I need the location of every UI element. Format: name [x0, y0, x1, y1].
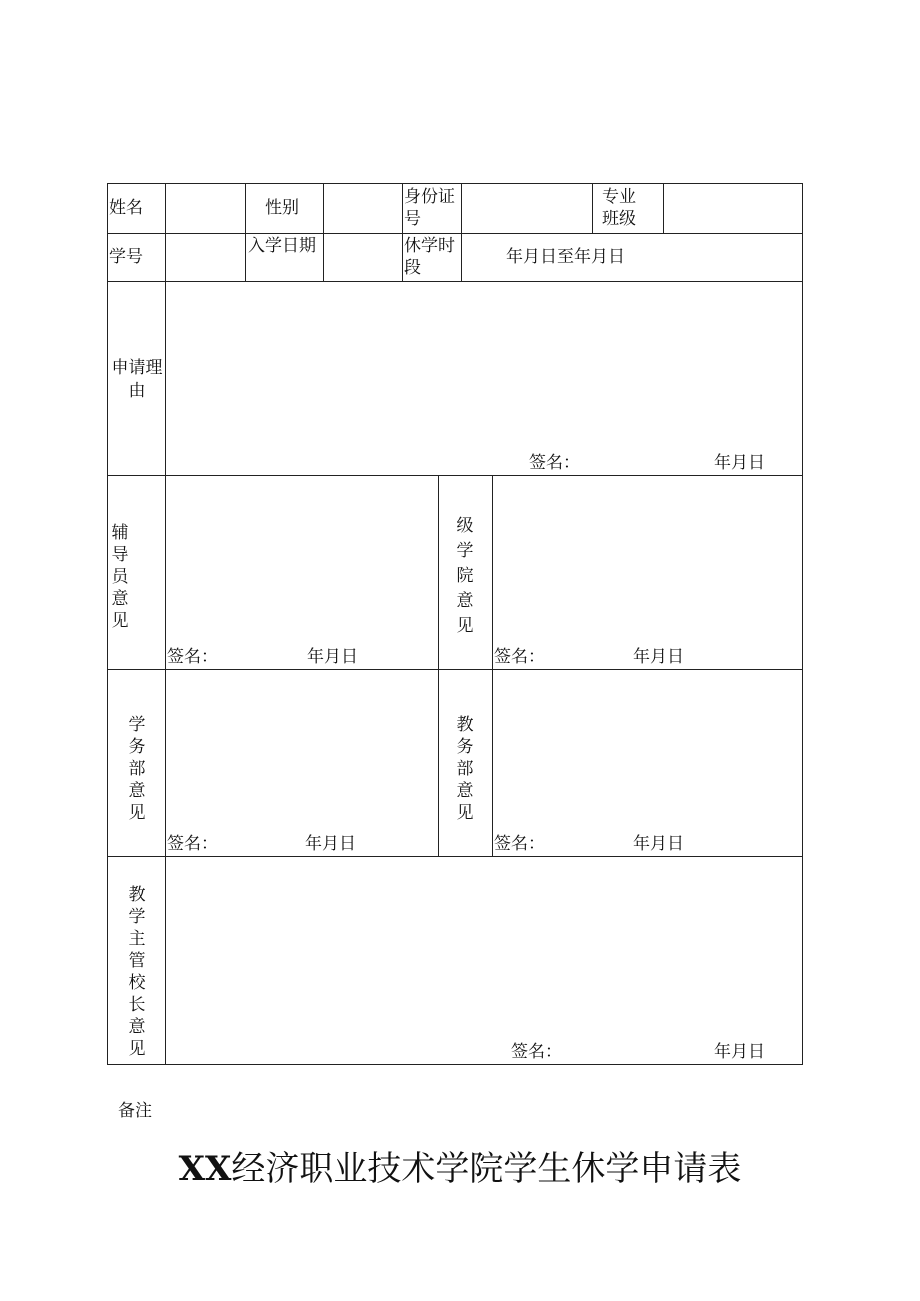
id-number-label: 身份证号	[404, 187, 455, 229]
name-label: 姓名	[109, 198, 143, 218]
student-affairs-opinion-label: 学务部意见	[128, 715, 146, 823]
table-line	[402, 183, 403, 281]
table-line	[107, 183, 108, 1065]
gender-label: 性别	[265, 198, 299, 218]
academic-affairs-opinion-field[interactable]	[493, 670, 802, 856]
enrollment-date-field[interactable]	[324, 234, 402, 281]
title-prefix: XX	[178, 1149, 232, 1189]
college-date-label: 年月日	[633, 647, 684, 667]
gender-field[interactable]	[324, 184, 402, 233]
student-affairs-date-label: 年月日	[305, 834, 356, 854]
counselor-date-label: 年月日	[307, 647, 358, 667]
enrollment-date-label: 入学日期	[248, 236, 316, 256]
college-opinion-label: 级学院意见	[456, 516, 474, 636]
suspension-period-value[interactable]: 年月日至年月日	[506, 247, 625, 267]
reason-field[interactable]	[166, 282, 802, 475]
student-number-field[interactable]	[166, 234, 245, 281]
college-opinion-field[interactable]	[493, 476, 802, 669]
student-affairs-sign-label: 签名：	[167, 834, 218, 854]
academic-affairs-sign-label: 签名：	[494, 834, 545, 854]
table-line	[107, 1064, 803, 1065]
student-affairs-opinion-field[interactable]	[166, 670, 438, 856]
academic-affairs-opinion-label: 教务部意见	[456, 715, 474, 823]
table-line	[438, 475, 439, 856]
academic-affairs-date-label: 年月日	[633, 834, 684, 854]
major-class-field[interactable]	[664, 184, 802, 233]
id-number-field[interactable]	[462, 184, 592, 233]
reason-sign-label: 签名：	[529, 453, 580, 473]
counselor-sign-label: 签名：	[167, 647, 218, 667]
name-field[interactable]	[166, 184, 245, 233]
table-line	[245, 183, 246, 281]
principal-sign-label: 签名：	[511, 1042, 562, 1062]
reason-label: 申请理由	[111, 358, 163, 401]
counselor-opinion-label: 辅导员意见	[111, 523, 129, 631]
suspension-period-label: 休学时段	[404, 236, 455, 278]
student-number-label: 学号	[109, 247, 143, 267]
principal-opinion-field[interactable]	[166, 857, 802, 1064]
remark-label: 备注	[118, 1101, 152, 1121]
table-line	[592, 183, 593, 233]
page-title	[0, 1146, 920, 1192]
principal-opinion-label: 教学主管校长意见	[128, 885, 146, 1059]
reason-date-label: 年月日	[714, 453, 765, 473]
college-sign-label: 签名：	[494, 647, 545, 667]
table-line	[802, 183, 803, 1065]
major-class-label: 专业班级	[602, 187, 636, 229]
counselor-opinion-field[interactable]	[166, 476, 438, 669]
principal-date-label: 年月日	[714, 1042, 765, 1062]
title-text: 经济职业技术学院学生休学申请表	[231, 1149, 742, 1189]
